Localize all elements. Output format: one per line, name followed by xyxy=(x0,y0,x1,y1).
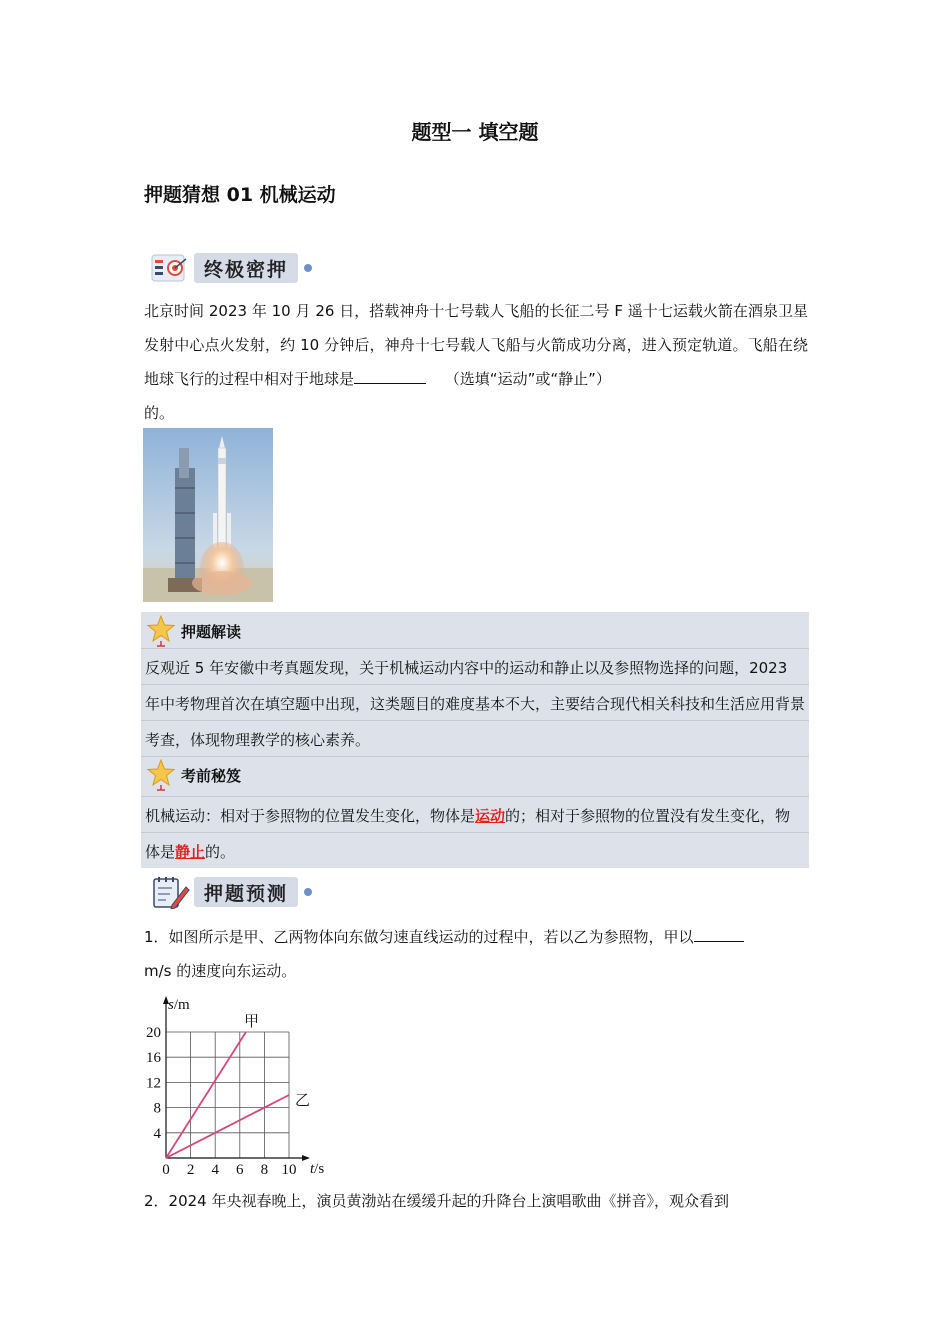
question-2 xyxy=(144,1184,808,1218)
analysis-box xyxy=(141,612,809,868)
x-tick-label: 4 xyxy=(211,1162,219,1178)
x-tick-label: 10 xyxy=(281,1162,297,1178)
banner-label: 押题预测 xyxy=(194,877,298,907)
banner-dot xyxy=(304,264,312,272)
banner-prediction xyxy=(150,874,312,910)
graph-grid xyxy=(163,996,310,1161)
x-tick-label: 6 xyxy=(236,1162,244,1178)
x-axis-arrow xyxy=(302,1155,310,1161)
banner-final-prediction xyxy=(150,250,312,286)
tips-text-a: 机械运动：相对于参照物的位置发生变化，物体是 xyxy=(145,807,476,825)
tips-text-c: 的。 xyxy=(205,843,236,861)
page-title: 题型一 填空题 xyxy=(411,120,539,144)
box-heading-interpretation xyxy=(147,614,241,648)
banner-dot xyxy=(304,888,312,896)
section-title: 押题猜想 01 机械运动 xyxy=(144,184,336,206)
series-label: 甲 xyxy=(243,1014,259,1030)
notepad-pen-icon xyxy=(150,875,190,909)
intro-end: 的。 xyxy=(144,404,175,422)
interpretation-text: 反观近 5 年安徽中考真题发现，关于机械运动内容中的运动和静止以及参照物选择的问题，2023 年中考物理首次在填空题中出现，这类题目的难度基本不大，主要结合现代相关科技和生活应用背景考查，体现物理教学的核心素养。 xyxy=(145,659,806,749)
x-tick-label: 0 xyxy=(162,1162,170,1178)
answer-blank[interactable] xyxy=(694,925,744,942)
answer-blank[interactable] xyxy=(354,367,426,384)
series-label: 乙 xyxy=(295,1093,311,1109)
intro-paragraph xyxy=(144,294,808,430)
rocket-launch-photo xyxy=(143,428,273,602)
box-heading-text: 考前秘笈 xyxy=(181,766,242,785)
intro-hint: （选填“运动”或“静止”） xyxy=(444,370,611,388)
star-icon xyxy=(147,615,175,647)
intro-text: 北京时间 2023 年 10 月 26 日，搭载神舟十七号载人飞船的长征二号 F 遥十七运载火箭在酒泉卫星发射中心点火发射，约 10 分钟后，神舟十七号载人飞船与火箭成功分离，进入预定轨道。飞船在绕地球飞行的过程中相对于地球是 xyxy=(144,302,808,388)
highlight-rest: 静止 xyxy=(175,843,206,861)
x-tick-label: 8 xyxy=(260,1162,269,1178)
y-tick-label: 4 xyxy=(153,1125,161,1142)
question-1 xyxy=(144,920,808,988)
y-tick-label: 16 xyxy=(146,1050,161,1067)
y-tick-label: 20 xyxy=(146,1025,161,1041)
x-tick-label: 2 xyxy=(186,1162,195,1178)
question-1-text: 1．如图所示是甲、乙两物体向东做匀速直线运动的过程中，若以乙为参照物，甲以 xyxy=(144,928,694,946)
x-axis-label: t/s xyxy=(310,1161,325,1177)
tips-text xyxy=(145,798,805,870)
tips-text-b: 的；相对于参照物的位置没有发生变化，物体是 xyxy=(145,807,791,861)
question-1-text-end: m/s 的速度向东运动。 xyxy=(144,962,297,980)
banner-label: 终极密押 xyxy=(194,253,298,283)
y-tick-label: 8 xyxy=(153,1100,161,1117)
s-t-graph xyxy=(140,990,340,1180)
y-tick-label: 12 xyxy=(146,1075,161,1092)
question-2-text: 2．2024 年央视春晚上，演员黄渤站在缓缓升起的升降台上演唱歌曲《拼音》，观众看到 xyxy=(144,1192,729,1210)
series-line xyxy=(166,1095,289,1158)
y-axis-label: s/m xyxy=(168,997,190,1013)
box-heading-tips xyxy=(147,758,241,792)
series-line xyxy=(166,1032,246,1158)
highlight-motion: 运动 xyxy=(475,807,506,825)
target-board-icon xyxy=(150,251,190,285)
star-icon xyxy=(147,759,175,791)
box-heading-text: 押题解读 xyxy=(181,622,242,641)
